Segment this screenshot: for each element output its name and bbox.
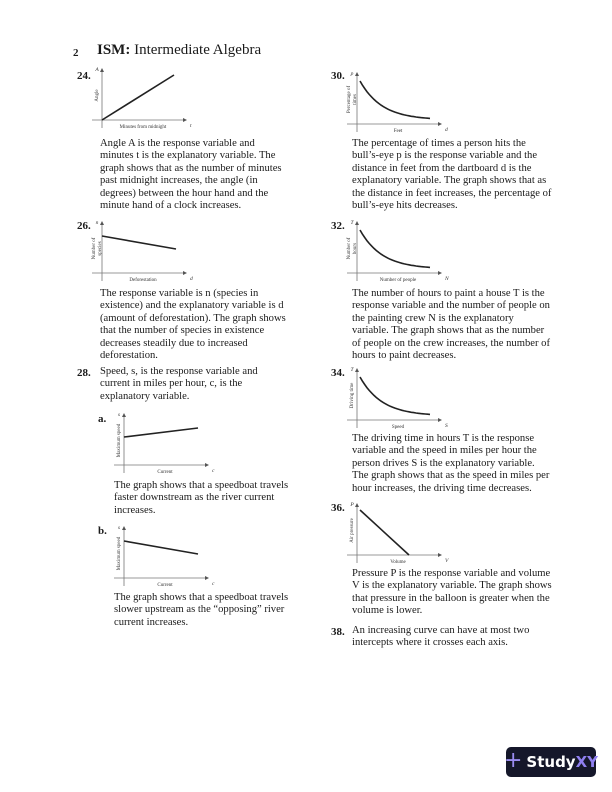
x-axis-label: Current [157,583,173,588]
x-axis-label: Minutes from midnight [119,125,167,130]
problem-text: The percentage of times a person hits the bull’s-eye p is the response variable and the distance in feet from the dartboard d is the explanatory variable. The graph shows that as the distance in feet increases, the percentage of bull’s-eye hits decreases. [352,138,552,212]
problem-number: 38. [331,626,345,638]
graph-curve [102,75,174,120]
y-axis-arrow [355,72,359,76]
y-variable: T [350,220,354,226]
problem-text: Speed, s, is the response variable and current in miles per hour, c, is the explanatory variable. [100,366,258,402]
x-axis-arrow [205,463,209,467]
x-variable: d [445,127,448,133]
y-axis-label: Air pressure [350,518,355,543]
y-axis-label: hours [353,242,358,255]
graph-curve [360,81,430,118]
x-variable: c [212,468,215,474]
y-axis-label: times [353,94,358,105]
y-variable: A [95,67,99,73]
graph-24 [92,67,192,138]
x-variable: S [445,423,448,429]
x-axis-arrow [438,418,442,422]
studyxy-badge[interactable] [503,747,599,777]
y-axis-arrow [355,221,359,225]
problem-number: 28. [77,367,91,379]
graph-30 [347,71,448,142]
book-title-rest: Intermediate Algebra [130,42,262,58]
graph-28a [114,412,215,483]
x-variable: N [445,276,449,282]
y-axis-arrow [355,503,359,507]
problem-number: 34. [331,367,345,379]
x-variable: V [445,558,449,564]
graph-34 [347,367,448,438]
graph-svg [114,525,215,596]
graph-svg [347,367,448,438]
x-axis-arrow [183,271,187,275]
problem-number: 36. [331,502,345,514]
y-variable: P [350,502,354,508]
problem-text: The driving time in hours T is the response variable and the speed in miles per hour the person drives S is the explanatory variable. The graph shows that as the speed in miles per hour increases, the driving time decreases. [352,433,550,494]
problem-text: The response variable is n (species in existence) and the explanatory variable is d (amount of deforestation). The graph shows that the number of species in existence decreases steadily due to increased deforestation. [100,288,286,362]
x-variable: c [212,581,215,587]
page-number: 2 [73,47,79,59]
y-axis-label: Angle [95,89,100,102]
graph-curve [102,236,176,249]
x-axis-label: Volume [390,560,406,565]
plus-icon: + [503,748,523,773]
y-axis-label: Number of [347,237,352,260]
x-axis-label: Current [157,470,173,475]
problem-text: Pressure P is the response variable and volume V is the explanatory variable. The graph shows that pressure in the balloon is greater when the volume is lower. [352,568,552,617]
y-variable: T [350,367,354,373]
problem-number: 30. [331,70,345,82]
brand-name: StudyXY [526,753,599,771]
x-axis-label: Speed [391,425,405,430]
x-axis-label: Feet [393,129,403,134]
y-axis-arrow [122,526,126,530]
x-axis-label: Deforestation [129,278,157,283]
problem-number: 26. [77,220,91,232]
part-text: The graph shows that a speedboat travels faster downstream as the river current increases. [114,480,289,516]
graph-curve [360,230,430,267]
graph-36 [347,502,449,573]
y-axis-arrow [355,368,359,372]
y-axis-arrow [100,68,104,72]
x-variable: t [190,123,192,129]
problem-number: 32. [331,220,345,232]
problem-text: An increasing curve can have at most two intercepts where it crosses each axis. [352,625,530,649]
graph-svg [347,502,449,573]
graph-svg [92,220,193,291]
y-variable: s [117,525,121,531]
y-axis-label: Driving time [350,382,355,409]
graph-svg [347,71,448,142]
x-axis-arrow [438,271,442,275]
graph-svg [114,412,215,483]
y-axis-label: Number of [92,237,97,260]
y-axis-label: Maximum speed [117,423,122,458]
part-text: The graph shows that a speedboat travels slower upstream as the “opposing” river current increases. [114,592,289,628]
part-label: a. [98,413,107,425]
x-axis-arrow [438,122,442,126]
y-axis-label: Maximum speed [117,536,122,571]
graph-curve [360,510,409,555]
y-axis-label: species [98,241,103,256]
graph-28b [114,525,215,596]
x-variable: d [190,276,193,282]
book-title-bold: ISM: [97,42,131,58]
x-axis-arrow [438,553,442,557]
x-axis-arrow [205,576,209,580]
y-axis-arrow [122,413,126,417]
x-axis-label: Number of people [379,278,417,283]
graph-curve [124,428,198,437]
y-axis-label: Percentage of [347,85,352,114]
problem-text: The number of hours to paint a house T is the response variable and the number of people on the painting crew N is the explanatory variable. The graph shows that as the number of people on the crew increases, the number of hours to paint decreases. [352,288,550,362]
y-variable: p [350,71,354,77]
graph-26 [92,220,193,291]
graph-svg [347,220,449,291]
graph-svg [92,67,192,138]
part-label: b. [98,525,107,537]
graph-curve [360,377,430,414]
graph-32 [347,220,449,291]
y-variable: s [117,412,121,418]
book-title [97,42,261,59]
graph-curve [124,541,198,554]
problem-number: 24. [77,70,91,82]
y-axis-arrow [100,221,104,225]
y-variable: n [95,220,99,226]
x-axis-arrow [183,118,187,122]
problem-text: Angle A is the response variable and minutes t is the explanatory variable. The graph shows that as the number of minutes past midnight increases, the angle (in degrees) between the hour hand and the minute hand of a clock increases. [100,138,282,212]
